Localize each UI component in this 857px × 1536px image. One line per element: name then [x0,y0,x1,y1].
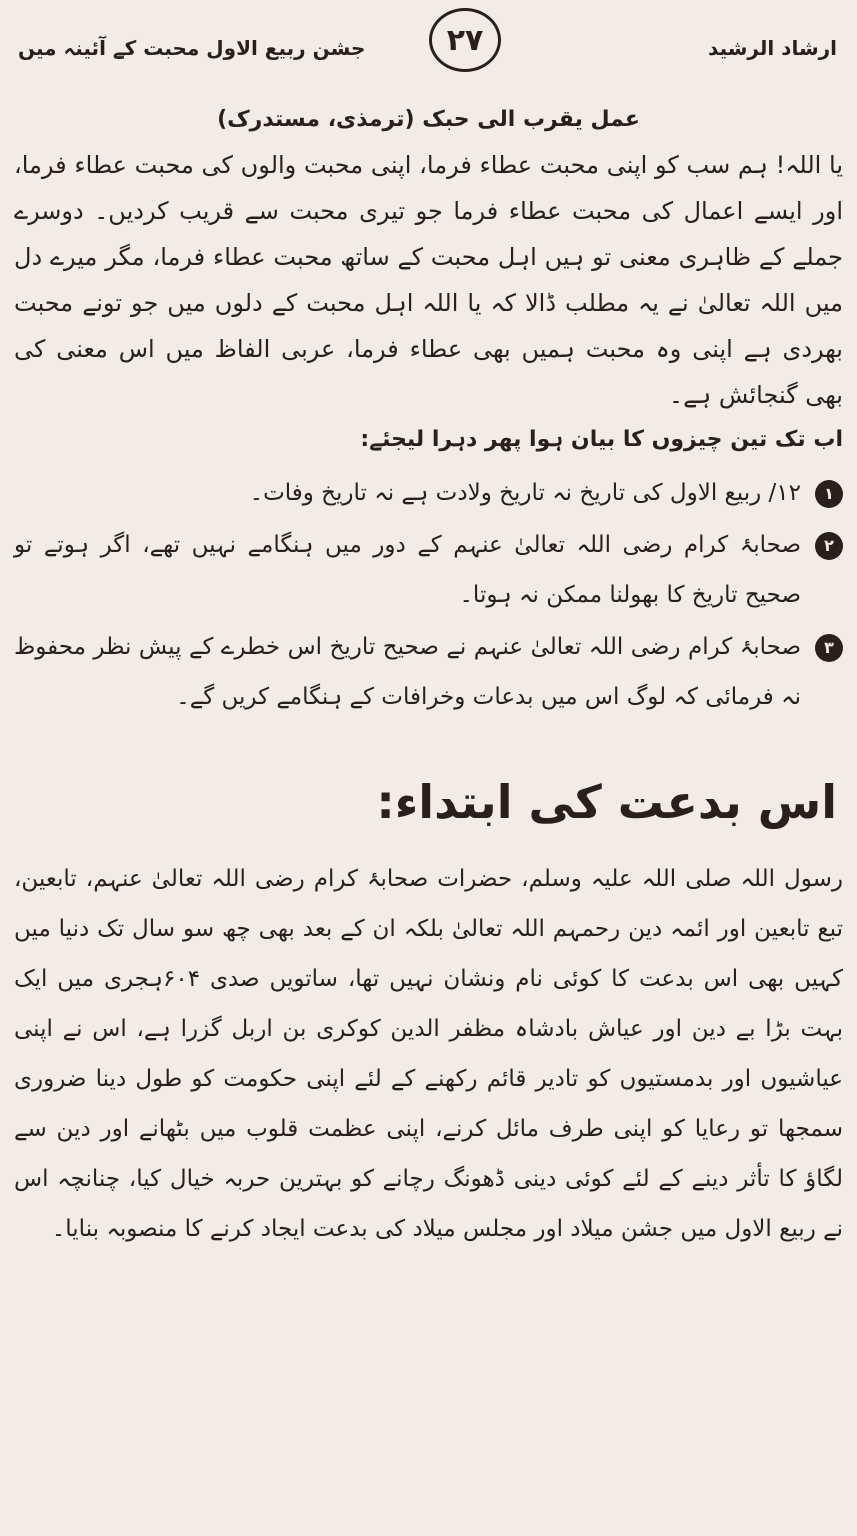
list-item [14,520,843,620]
point-number-badge: ٣ [815,634,843,662]
book-title: ارشاد الرشید [708,36,837,60]
arabic-reference: عمل یقرب الی حبک (ترمذی، مستدرک) [217,107,640,132]
recap-line: اب تک تین چیزوں کا بیان ہوا پھر دہرا لیجئے: [360,427,843,452]
point-text: ۱۲/ ربیع الاول کی تاریخ نہ تاریخ ولادت ہے نہ تاریخ وفات۔ [249,480,801,506]
paragraph-history: رسول اللہ صلی اللہ علیہ وسلم، حضرات صحابۂ کرام رضی اللہ تعالیٰ عنہم، تابعین، تبع تابعین اور ائمہ دین رحمہم اللہ تعالیٰ بلکہ ان کے بعد بھی چھ سو سال تک دنیا میں کہیں بھی اس بدعت کا کوئی نام ونشان نہیں تھا، ساتویں صدی ۶۰۴ہجری میں ایک بہت بڑا بے دین اور عیاش بادشاہ مظفر الدین کوکری بن اربل گزرا ہے، اس نے اپنی عیاشیوں اور بدمستیوں کو تادیر قائم رکھنے کے لئے اپنی حکومت کو طول دینا ضروری سمجھا تو رعایا کو اپنی طرف مائل کرنے، اپنی عظمت قلوب میں بٹھانے اور دین سے لگاؤ کا تأثر دینے کے لئے کوئی دینی ڈھونگ رچانے کو بہترین حربہ خیال کیا، چنانچہ اس نے ربیع الاول میں جشن میلاد اور مجلس میلاد کی بدعت ایجاد کرنے کا منصوبہ بنایا۔ [14,866,843,1242]
point-text: صحابۂ کرام رضی اللہ تعالیٰ عنہم نے صحیح تاریخ اس خطرے کے پیش نظر محفوظ نہ فرمائی کہ لوگ اس میں بدعات وخرافات کے ہنگامے کریں گے۔ [14,634,801,710]
point-number-badge: ٢ [815,532,843,560]
section-heading: اس بدعت کی ابتداء: [376,775,837,829]
point-number-badge: ١ [815,480,843,508]
page-header [14,0,843,92]
list-item [14,468,843,518]
list-item [14,622,843,722]
page-number: ۲۷ [429,8,501,72]
point-text: صحابۂ کرام رضی اللہ تعالیٰ عنہم کے دور میں ہنگامے نہیں تھے، اگر ہوتے تو صحیح تاریخ کا بھولنا ممکن نہ ہوتا۔ [14,532,801,608]
paragraph-dua: یا اللہ! ہم سب کو اپنی محبت عطاء فرما، اپنی محبت والوں کی محبت عطاء فرما، اور ایسے اعمال کی محبت عطاء فرما جو تیری محبت سے قریب کردیں۔ دوسرے جملے کے ظاہری معنی تو ہیں اہل محبت کے ساتھ محبت عطاء فرما، مگر میرے دل میں اللہ تعالیٰ نے یہ مطلب ڈالا کہ یا اللہ اہل محبت کے دلوں میں جو تونے محبت بھردی ہے اپنی وہ محبت ہمیں بھی عطاء فرما، عربی الفاظ میں اس معنی کی بھی گنجائش ہے۔ [14,151,843,409]
summary-points [14,468,843,722]
chapter-title: جشن ربیع الاول محبت کے آئینہ میں [18,36,366,60]
